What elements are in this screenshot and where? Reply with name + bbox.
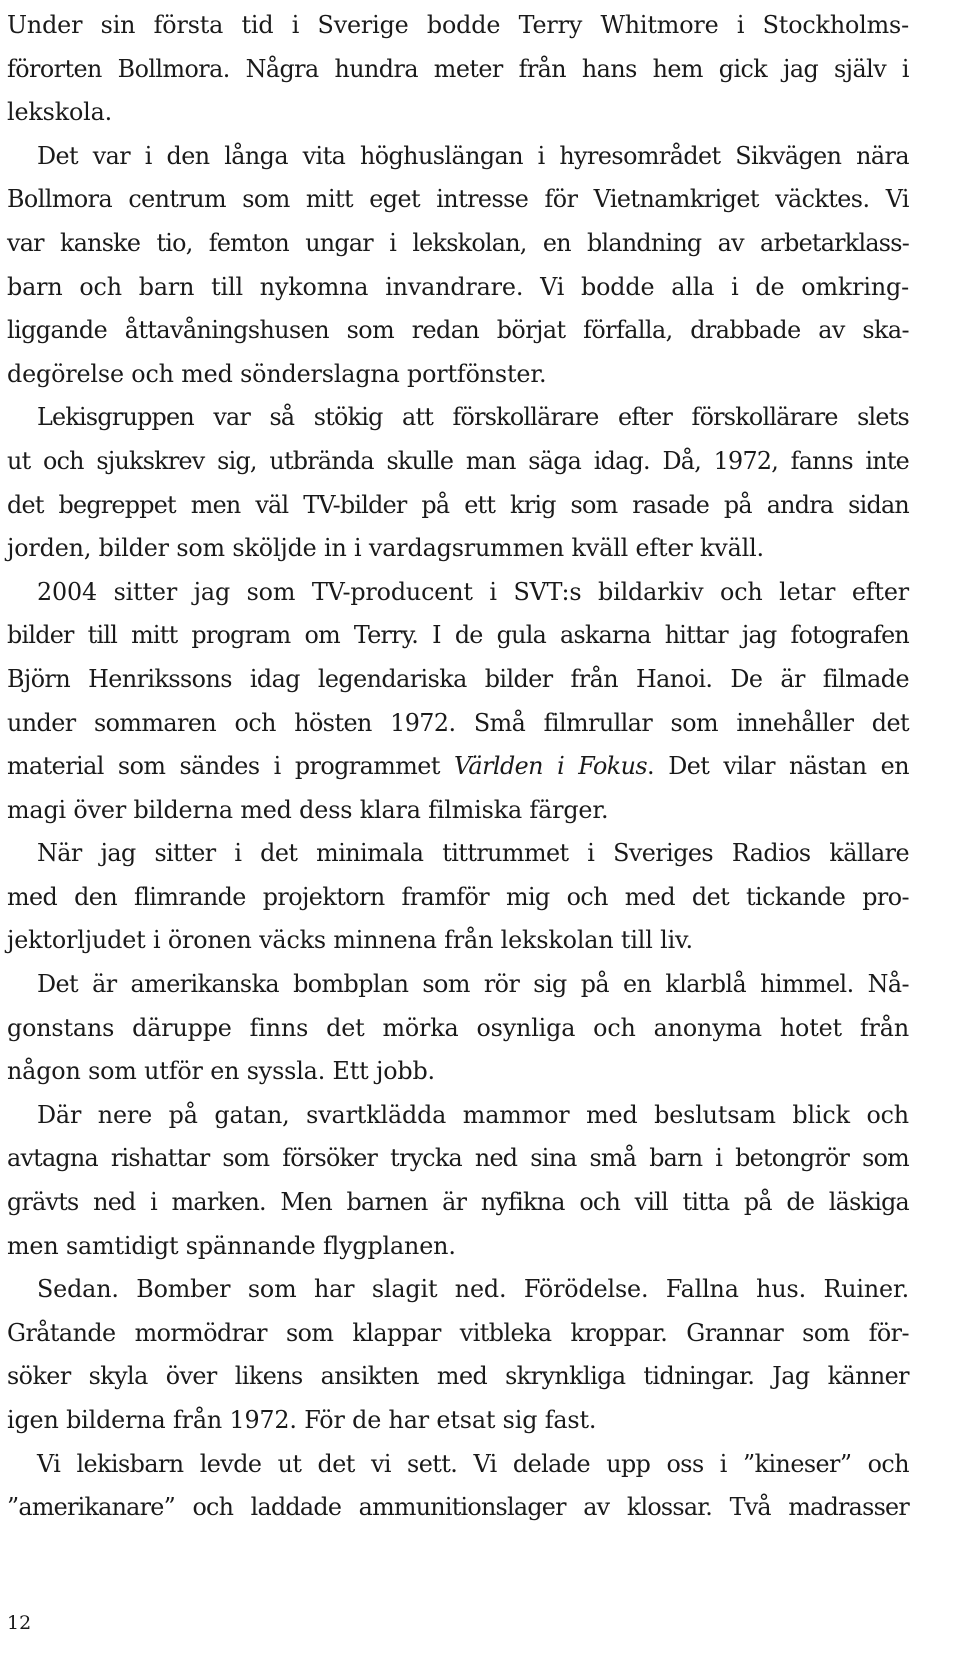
text-line: jorden, bilder som sköljde in i vardagsrummen kväll efter kväll. [7,534,764,563]
text-line: förorten Bollmora. Några hundra meter från hans hem gick jag själv i [7,54,909,83]
text-line: ut och sjukskrev sig, utbrända skulle man säga idag. Då, 1972, fanns inte [7,446,909,475]
text-line: var kanske tio, femton ungar i lekskolan, en blandning av arbetarklass- [7,228,909,257]
text-line: ”amerikanare” och laddade ammunitionslager av klossar. Två madrasser [7,1493,909,1522]
text-line: avtagna rishattar som försöker trycka ned sina små barn i betongrör som [7,1144,909,1173]
text-line: bilder till mitt program om Terry. I de gula askarna hittar jag fotografen [7,621,909,650]
text-line: söker skyla över likens ansikten med skrynkliga tidningar. Jag känner [7,1362,909,1391]
program-title: Världen i Fokus [453,752,648,781]
page-number: 12 [7,1612,32,1634]
text-line: Gråtande mormödrar som klappar vitbleka kroppar. Grannar som för- [7,1318,909,1347]
text-line: Det var i den långa vita höghuslängan i hyresområdet Sikvägen nära [37,141,909,170]
text-line: Under sin första tid i Sverige bodde Terry Whitmore i Stockholms- [7,11,909,39]
text-line: Björn Henrikssons idag legendariska bilder från Hanoi. De är filmade [7,664,909,693]
text-line: men samtidigt spännande flygplanen. [7,1231,456,1260]
text-line: Lekisgruppen var så stökig att förskollärare efter förskollärare slets [37,403,909,432]
text-line: med den flimrande projektorn framför mig och med det tickande pro- [7,882,909,911]
text-line: gonstans däruppe finns det mörka osynliga och anonyma hotet från [7,1013,909,1042]
text-segment: . Det vilar nästan en [647,752,909,781]
text-line: lekskola. [7,98,113,127]
text-line: magi över bilderna med dess klara filmiska färger. [7,795,609,824]
text-line: Det är amerikanska bombplan som rör sig på en klarblå himmel. Nå- [37,970,909,999]
text-line: Där nere på gatan, svartklädda mammor med beslutsam blick och [37,1100,909,1129]
text-line: Sedan. Bomber som har slagit ned. Förödelse. Fallna hus. Ruiner. [37,1275,909,1304]
text-line: När jag sitter i det minimala tittrummet i Sveriges Radios källare [37,839,909,868]
text-line: igen bilderna från 1972. För de har etsat sig fast. [7,1406,597,1434]
text-line: under sommaren och hösten 1972. Små filmrullar som innehåller det [7,708,909,737]
text-line: det begreppet men väl TV-bilder på ett krig som rasade på andra sidan [7,490,909,519]
text-line: någon som utför en syssla. Ett jobb. [7,1057,435,1086]
text-line: Vi lekisbarn levde ut det vi sett. Vi delade upp oss i ”kineser” och [37,1449,909,1478]
body-text [7,4,909,1530]
text-line: Bollmora centrum som mitt eget intresse för Vietnamkriget väcktes. Vi [7,185,909,214]
text-segment: material som sändes i programmet [7,752,454,781]
text-line: liggande åttavåningshusen som redan börjat förfalla, drabbade av ska- [7,316,909,345]
text-line: 2004 sitter jag som TV-producent i SVT:s bildarkiv och letar efter [37,577,909,606]
text-line: barn och barn till nykomna invandrare. Vi bodde alla i de omkring- [7,272,909,301]
text-line: degörelse och med sönderslagna portfönster. [7,359,547,388]
text-line [7,745,909,789]
text-line: jektorljudet i öronen väcks minnena från lekskolan till liv. [7,926,693,955]
text-line: grävts ned i marken. Men barnen är nyfikna och vill titta på de läskiga [7,1188,909,1217]
